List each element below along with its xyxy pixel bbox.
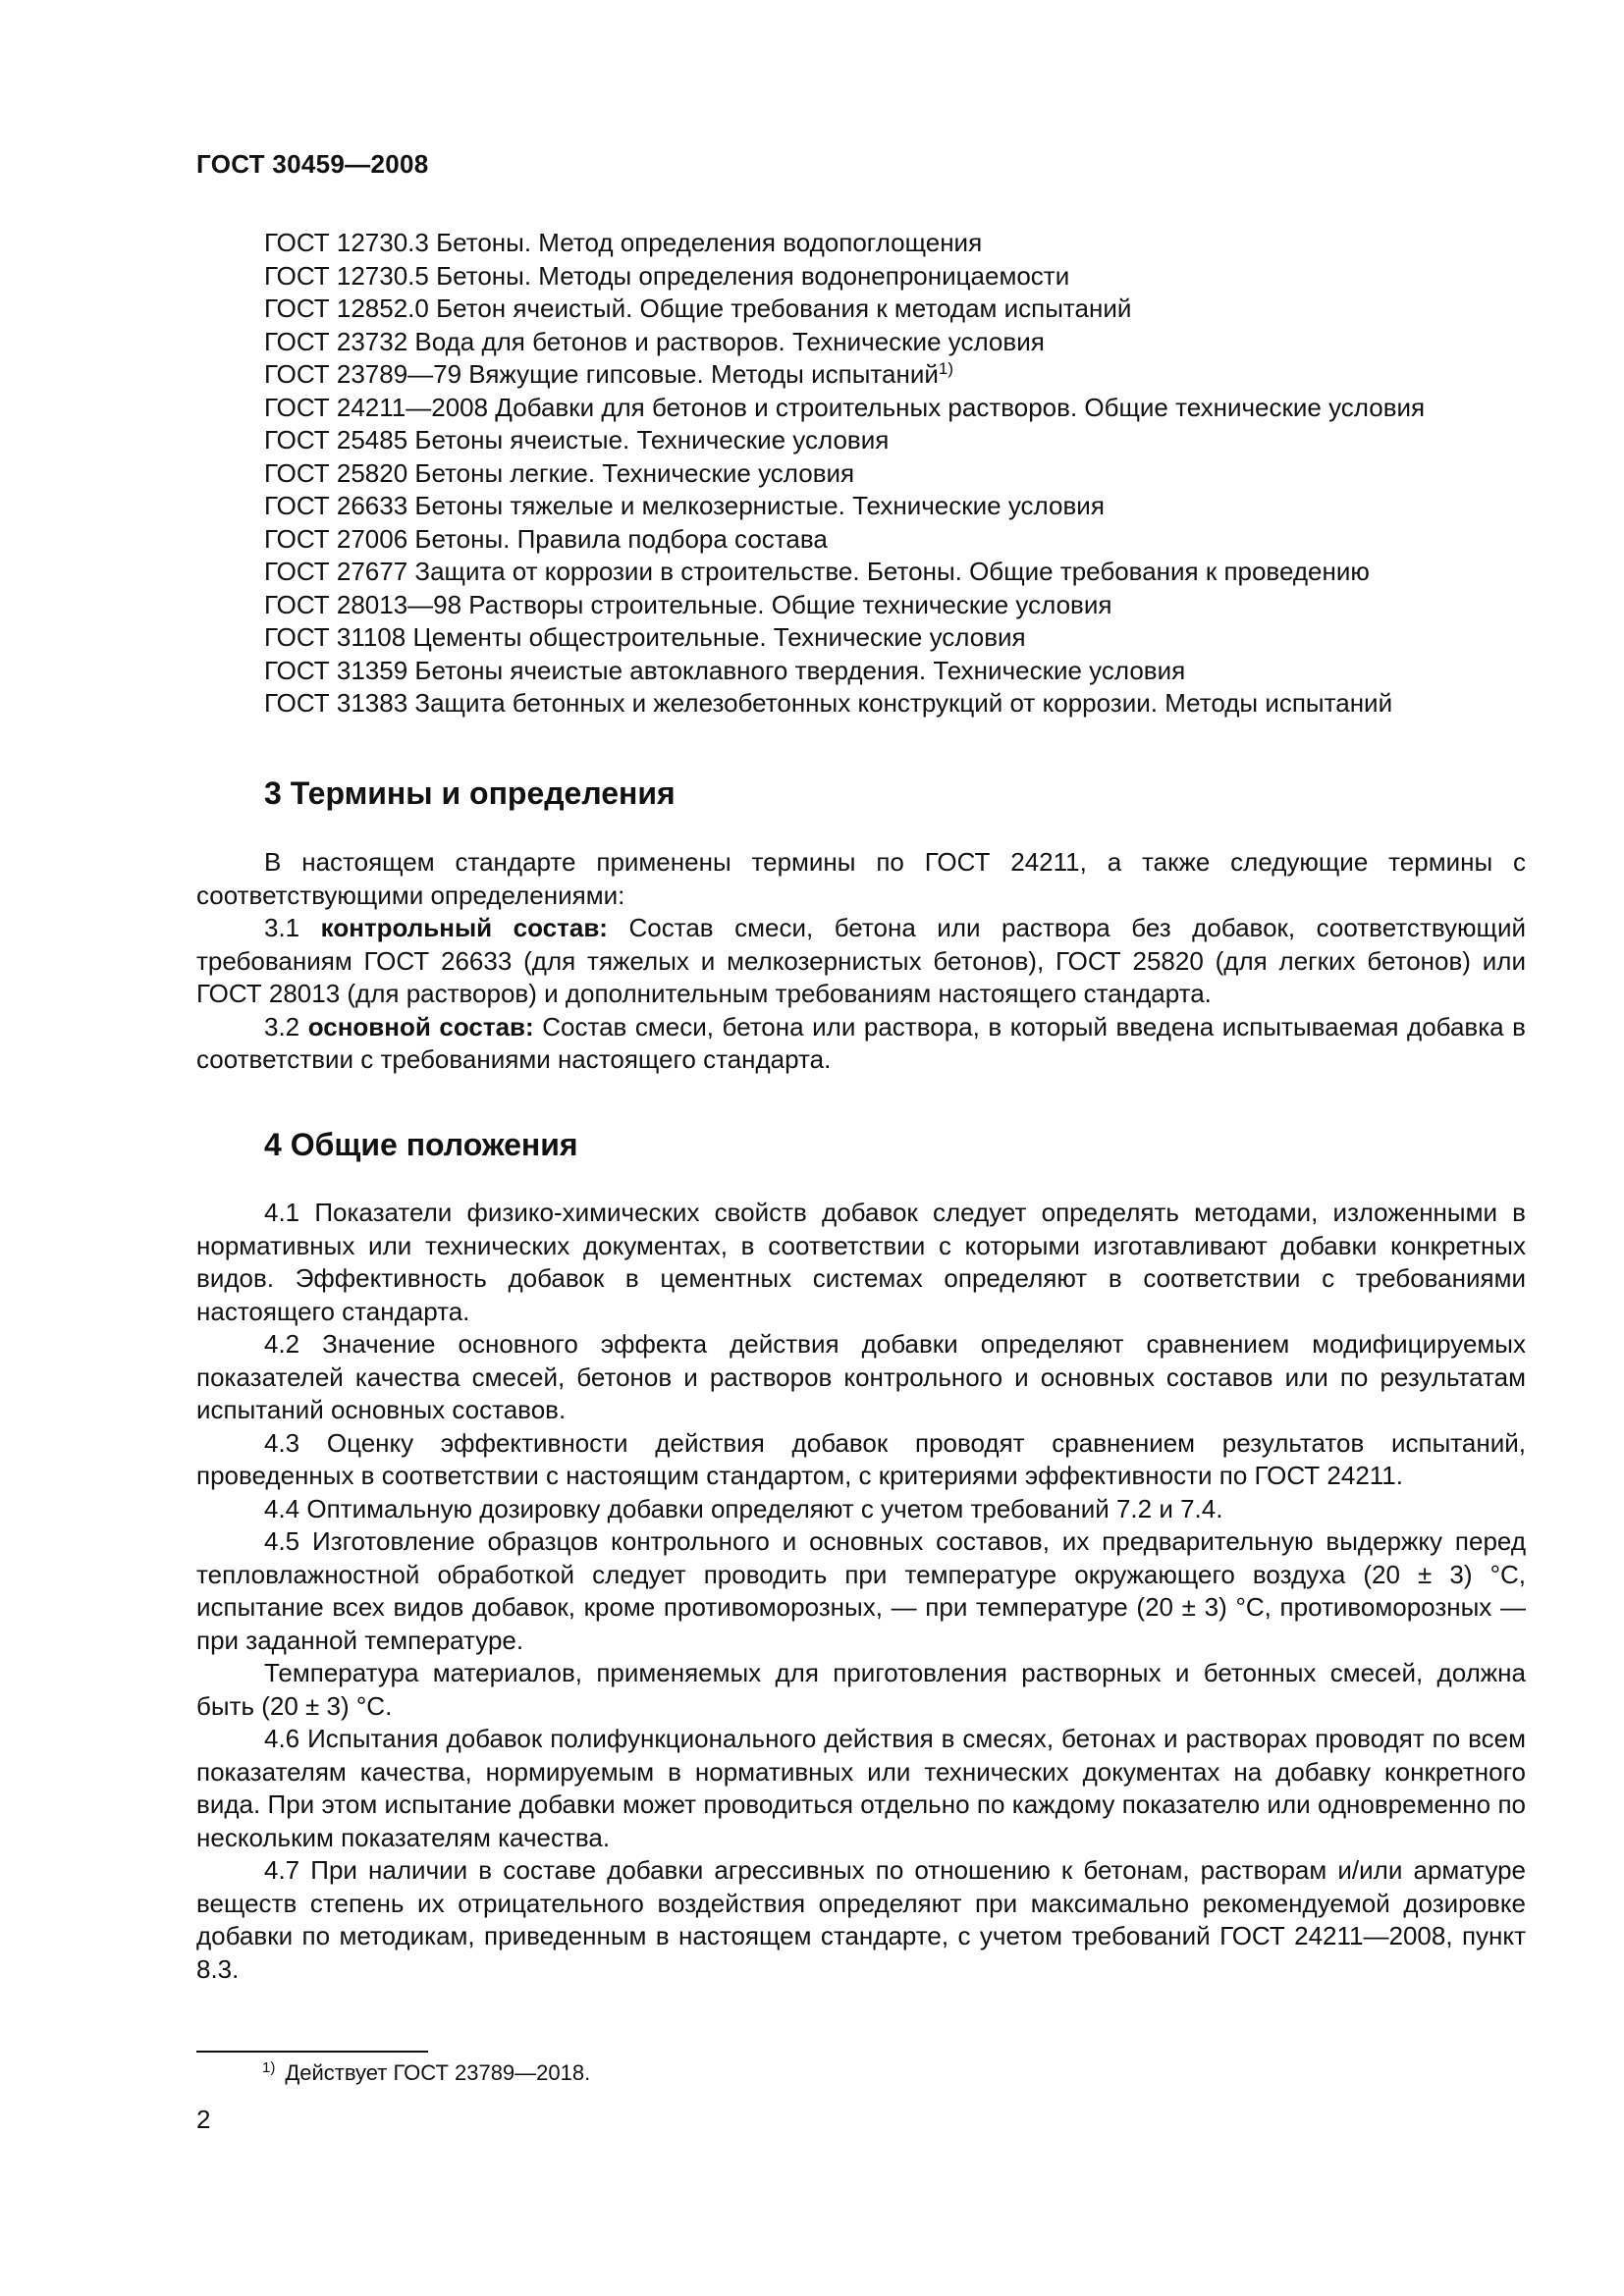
paragraph-4-1: 4.1 Показатели физико-химических свойств добавок следует определять методами, изложенными в нормативных или технических документах, в соответствии с которыми изготавливают добавки конкретных видов. Эффективность добавок в цементных системах определяют в соответствии с требованиями настоящего стандарта. <box>196 1198 1526 1326</box>
reference-item: ГОСТ 31383 Защита бетонных и железобетонных конструкций от коррозии. Методы испытаний <box>264 688 1393 718</box>
paragraph-4-4: 4.4 Оптимальную дозировку добавки определяют с учетом требований 7.2 и 7.4. <box>264 1493 1223 1523</box>
footnote-reference-mark: 1) <box>938 359 953 378</box>
reference-item: ГОСТ 25820 Бетоны легкие. Технические условия <box>264 457 855 488</box>
reference-item: ГОСТ 28013—98 Растворы строительные. Общие технические условия <box>264 589 1112 619</box>
page-number: 2 <box>196 2105 211 2134</box>
reference-item: ГОСТ 12730.5 Бетоны. Методы определения водонепроницаемости <box>264 260 1070 291</box>
document-id-header: ГОСТ 30459—2008 <box>196 149 429 179</box>
footnote <box>262 2058 590 2088</box>
paragraph-4-5-continued: Температура материалов, применяемых для приготовления растворных и бетонных смесей, должна быть (20 ± 3) °С. <box>196 1658 1526 1721</box>
term-definition: Состав смеси, бетона или раствора без добавок, соответствующий требованиям ГОСТ 26633 (для тяжелых и мелкозернистых бетонов), ГОСТ 25820 (для легких бетонов) или ГОСТ 28013 (для растворов) и дополнительным требованиям настоящего стандарта. <box>196 913 1526 1008</box>
reference-item: ГОСТ 31108 Цементы общестроительные. Технические условия <box>264 622 1026 652</box>
reference-item: ГОСТ 26633 Бетоны тяжелые и мелкозернистые. Технические условия <box>264 491 1105 520</box>
footnote-text: Действует ГОСТ 23789—2018. <box>285 2060 591 2085</box>
term-number: 3.1 <box>264 913 300 942</box>
reference-item: ГОСТ 27006 Бетоны. Правила подбора состава <box>264 523 828 554</box>
reference-item: ГОСТ 31359 Бетоны ячеистые автоклавного твердения. Технические условия <box>264 655 1186 685</box>
reference-item: ГОСТ 23732 Вода для бетонов и растворов. Технические условия <box>264 326 1045 356</box>
reference-item: ГОСТ 12730.3 Бетоны. Метод определения водопоглощения <box>264 228 983 257</box>
reference-text: ГОСТ 23789—79 Вяжущие гипсовые. Методы испытаний <box>264 359 939 389</box>
reference-item: ГОСТ 12852.0 Бетон ячеистый. Общие требования к методам испытаний <box>264 294 1132 323</box>
reference-item: ГОСТ 27677 Защита от коррозии в строительстве. Бетоны. Общие требования к проведению <box>264 557 1370 586</box>
term-3-1 <box>196 912 1526 1011</box>
paragraph-4-2: 4.2 Значение основного эффекта действия добавки определяют сравнением модифицируемых показателей качества смесей, бетонов и растворов контрольного и основных составов или по результатам испытаний основных составов. <box>196 1329 1526 1424</box>
footnote-mark: 1) <box>262 2059 276 2076</box>
reference-item <box>264 358 1526 392</box>
paragraph-4-5: 4.5 Изготовление образцов контрольного и основных составов, их предварительную выдержку перед тепловлажностной обработкой следует проводить при температуре окружающего воздуха (20 ± 3) °С, испытание всех видов добавок, кроме противоморозных, — при температуре (20 ± 3) °С, противоморозных — при заданной температуре. <box>196 1526 1526 1655</box>
reference-item: ГОСТ 24211—2008 Добавки для бетонов и строительных растворов. Общие технические условия <box>264 392 1426 422</box>
term-3-2 <box>196 1011 1526 1077</box>
section-3-body <box>196 846 1526 1077</box>
paragraph-4-6: 4.6 Испытания добавок полифункционального действия в смесях, бетонах и растворах проводят по всем показателям качества, нормируемым в нормативных или технических документах на добавку конкретного вида. При этом испытание добавки может проводиться отдельно по каждому показателю или одновременно по нескольким показателям качества. <box>196 1724 1526 1852</box>
term-name: основной состав: <box>307 1011 534 1041</box>
paragraph-4-3: 4.3 Оценку эффективности действия добавок проводят сравнением результатов испытаний, проведенных в соответствии с настоящим стандартом, с критериями эффективности по ГОСТ 24211. <box>196 1427 1526 1490</box>
section-3-intro: В настоящем стандарте применены термины по ГОСТ 24211, а также следующие термины с соответствующими определениями: <box>196 847 1526 910</box>
footnote-separator <box>196 2051 428 2053</box>
term-definition: Состав смеси, бетона или раствора, в который введена испытываемая добавка в соответствии с требованиями настоящего стандарта. <box>196 1011 1526 1074</box>
section-3-heading: 3 Термины и определения <box>264 775 676 811</box>
normative-references-list <box>264 227 1526 721</box>
term-name: контрольный состав: <box>320 913 608 942</box>
reference-item: ГОСТ 25485 Бетоны ячеистые. Технические условия <box>264 425 890 454</box>
term-number: 3.2 <box>264 1011 300 1041</box>
section-4-body <box>196 1197 1526 1986</box>
paragraph-4-7: 4.7 При наличии в составе добавки агрессивных по отношению к бетонам, растворам и/или арматуре веществ степень их отрицательного воздействия определяют при максимально рекомендуемой дозировке добавки по методикам, приведенным в настоящем стандарте, с учетом требований ГОСТ 24211—2008, пункт 8.3. <box>196 1855 1526 1984</box>
section-4-heading: 4 Общие положения <box>264 1127 578 1162</box>
